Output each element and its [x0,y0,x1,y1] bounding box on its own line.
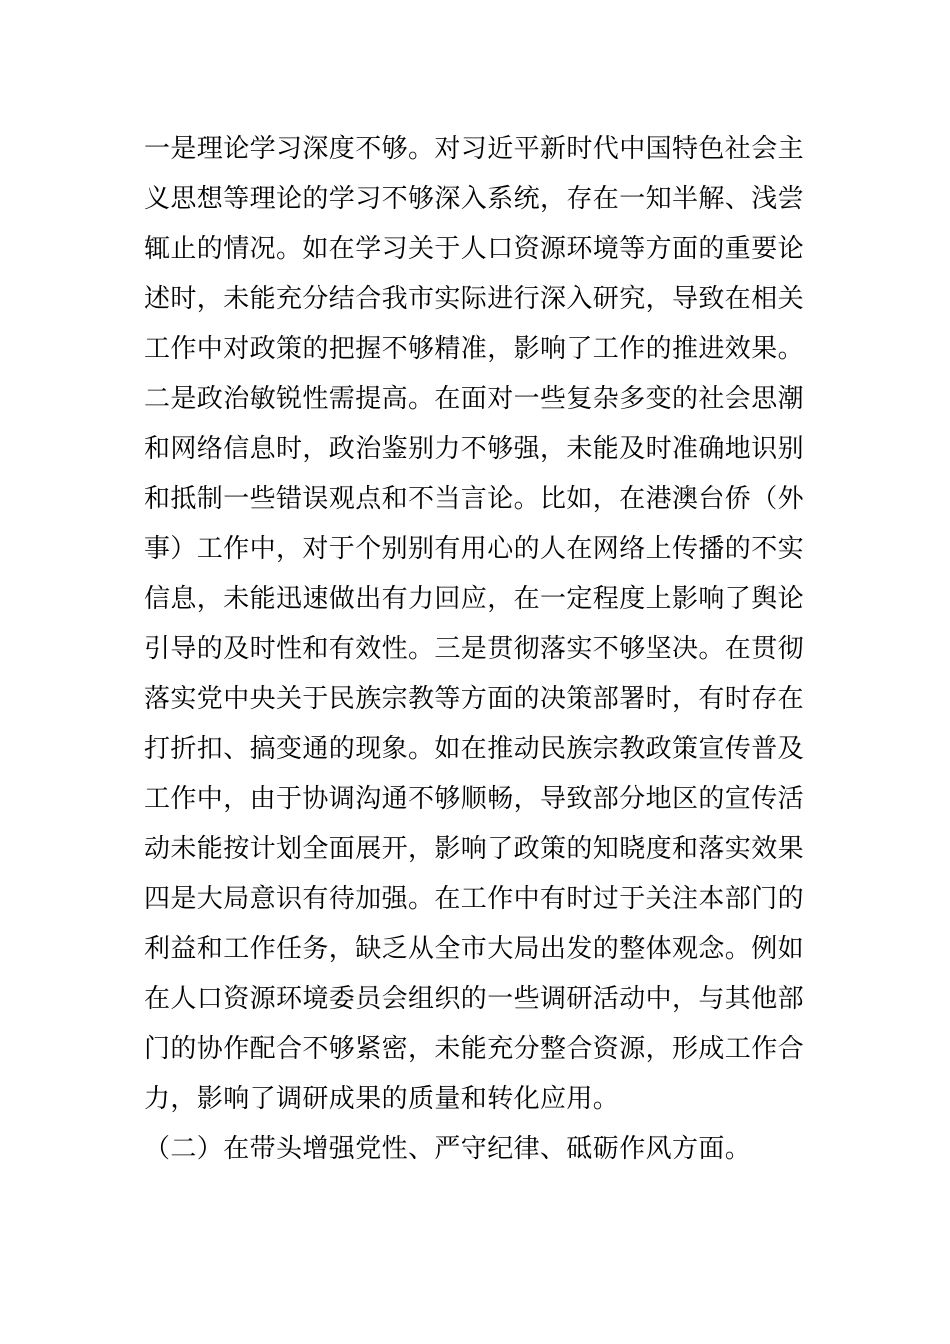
text-line: 引导的及时性和有效性。三是贯彻落实不够坚决。在贯彻 [144,634,805,664]
text-line: 工作中对政策的把握不够精准，影响了工作的推进效果。 [144,334,805,364]
text-line: 义思想等理论的学习不够深入系统，存在一知半解、浅尝 [144,184,805,214]
text-line: 工作中，由于协调沟通不够顺畅，导致部分地区的宣传活 [144,784,805,814]
text-line: 信息，未能迅速做出有力回应，在一定程度上影响了舆论 [144,584,805,614]
text-line: 辄止的情况。如在学习关于人口资源环境等方面的重要论 [144,234,805,264]
body-text [144,124,824,1174]
section-heading: （二）在带头增强党性、严守纪律、砥砺作风方面。 [144,1134,752,1164]
text-line: 二是政治敏锐性需提高。在面对一些复杂多变的社会思潮 [144,384,805,414]
text-line: 落实党中央关于民族宗教等方面的决策部署时，有时存在 [144,684,805,714]
text-line: 门的协作配合不够紧密，未能充分整合资源，形成工作合 [144,1034,805,1064]
text-line: 述时，未能充分结合我市实际进行深入研究，导致在相关 [144,284,805,314]
text-line: 动未能按计划全面展开，影响了政策的知晓度和落实效果 [144,834,805,864]
text-line: 四是大局意识有待加强。在工作中有时过于关注本部门的 [144,884,805,914]
text-line: 力，影响了调研成果的质量和转化应用。 [144,1084,620,1114]
text-line: 在人口资源环境委员会组织的一些调研活动中，与其他部 [144,984,805,1014]
text-line: 和抵制一些错误观点和不当言论。比如，在港澳台侨（外 [144,484,805,514]
text-line: 和网络信息时，政治鉴别力不够强，未能及时准确地识别 [144,434,805,464]
text-line: 一是理论学习深度不够。对习近平新时代中国特色社会主 [144,134,805,164]
text-line: 利益和工作任务，缺乏从全市大局出发的整体观念。例如 [144,934,805,964]
text-line: 打折扣、搞变通的现象。如在推动民族宗教政策宣传普及 [144,734,805,764]
text-line: 事）工作中，对于个别别有用心的人在网络上传播的不实 [144,534,805,564]
